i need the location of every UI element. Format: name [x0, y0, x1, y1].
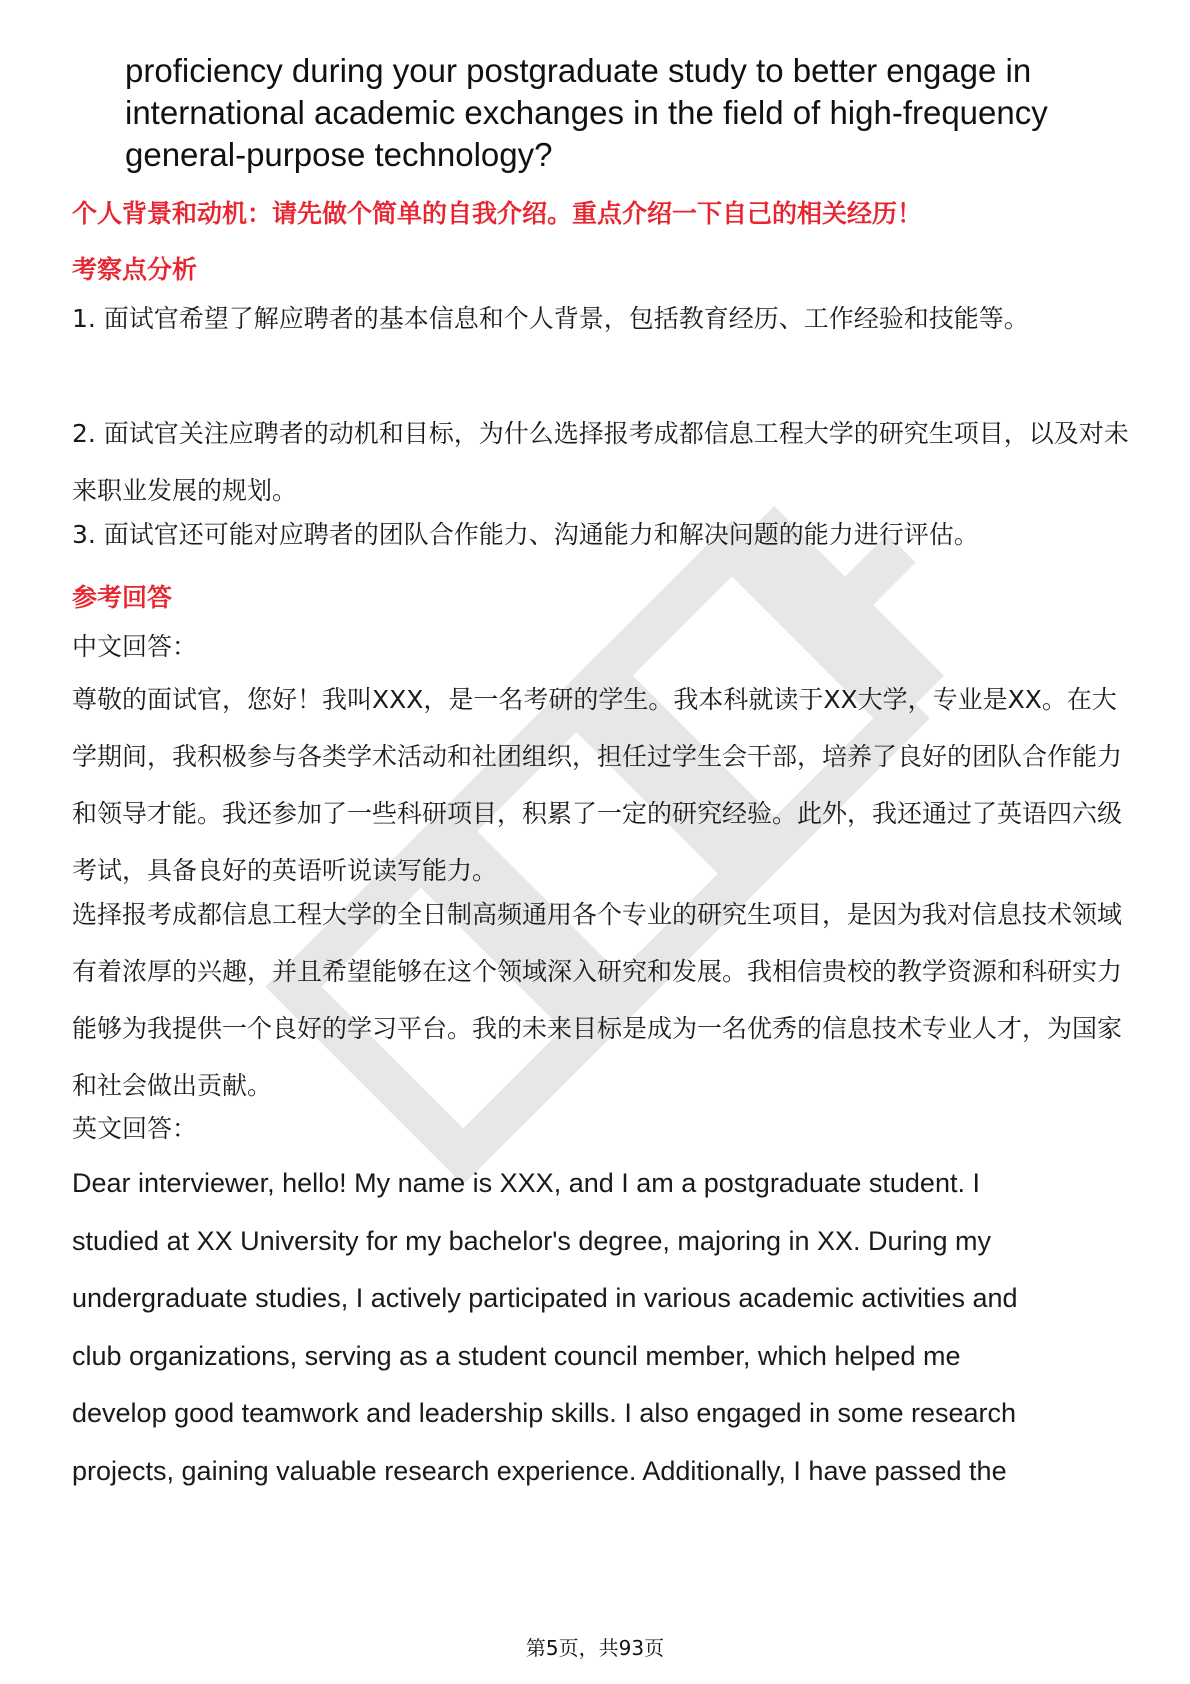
question-line-1: proficiency during your postgraduate study to better engage in	[125, 52, 1032, 89]
english-answer-line-5: develop good teamwork and leadership skills. I also engaged in some research	[72, 1398, 1017, 1428]
chinese-answer-label: 中文回答：	[72, 632, 198, 661]
question-line-2: international academic exchanges in the field of high-frequency	[125, 94, 1048, 131]
chinese-answer-paragraph-1: 尊敬的面试官，您好！我叫XXX，是一名考研的学生。我本科就读于XX大学，专业是XX。在大学期间，我积极参与各类学术活动和社团组织，担任过学生会干部，培养了良好的团队合作能力和领导才能。我还参加了一些科研项目，积累了一定的研究经验。此外，我还通过了英语四六级考试，具备良好的英语听说读写能力。	[72, 685, 1123, 885]
english-answer-label: 英文回答：	[72, 1114, 198, 1143]
analysis-point-3: 3. 面试官还可能对应聘者的团队合作能力、沟通能力和解决问题的能力进行评估。	[72, 520, 979, 549]
analysis-heading: 考察点分析	[72, 255, 198, 284]
english-answer-line-6: projects, gaining valuable research experience. Additionally, I have passed the	[72, 1455, 1007, 1486]
question-line-3: general-purpose technology?	[125, 136, 553, 173]
question-continuation	[125, 50, 1135, 176]
page-number-footer: 第5页，共93页	[525, 1636, 665, 1660]
question-title: 个人背景和动机：请先做个简单的自我介绍。重点介绍一下自己的相关经历！	[72, 199, 923, 228]
analysis-point-2: 2. 面试官关注应聘者的动机和目标，为什么选择报考成都信息工程大学的研究生项目，以及对未来职业发展的规划。	[72, 419, 1129, 505]
english-answer-line-3: undergraduate studies, I actively participated in various academic activities and	[72, 1283, 1018, 1313]
english-answer-line-1: Dear interviewer, hello! My name is XXX, and I am a postgraduate student. I	[72, 1168, 980, 1198]
english-answer	[72, 1155, 1132, 1500]
english-answer-line-4: club organizations, serving as a student council member, which helped me	[72, 1340, 961, 1371]
chinese-answer-paragraph-2: 选择报考成都信息工程大学的全日制高频通用各个专业的研究生项目，是因为我对信息技术领域有着浓厚的兴趣，并且希望能够在这个领域深入研究和发展。我相信贵校的教学资源和科研实力能够为我提供一个良好的学习平台。我的未来目标是成为一名优秀的信息技术专业人才，为国家和社会做出贡献。	[72, 900, 1123, 1100]
reference-heading: 参考回答	[72, 583, 173, 612]
analysis-point-1: 1. 面试官希望了解应聘者的基本信息和个人背景，包括教育经历、工作经验和技能等。	[72, 304, 1029, 333]
english-answer-line-2: studied at XX University for my bachelor's degree, majoring in XX. During my	[72, 1225, 992, 1256]
